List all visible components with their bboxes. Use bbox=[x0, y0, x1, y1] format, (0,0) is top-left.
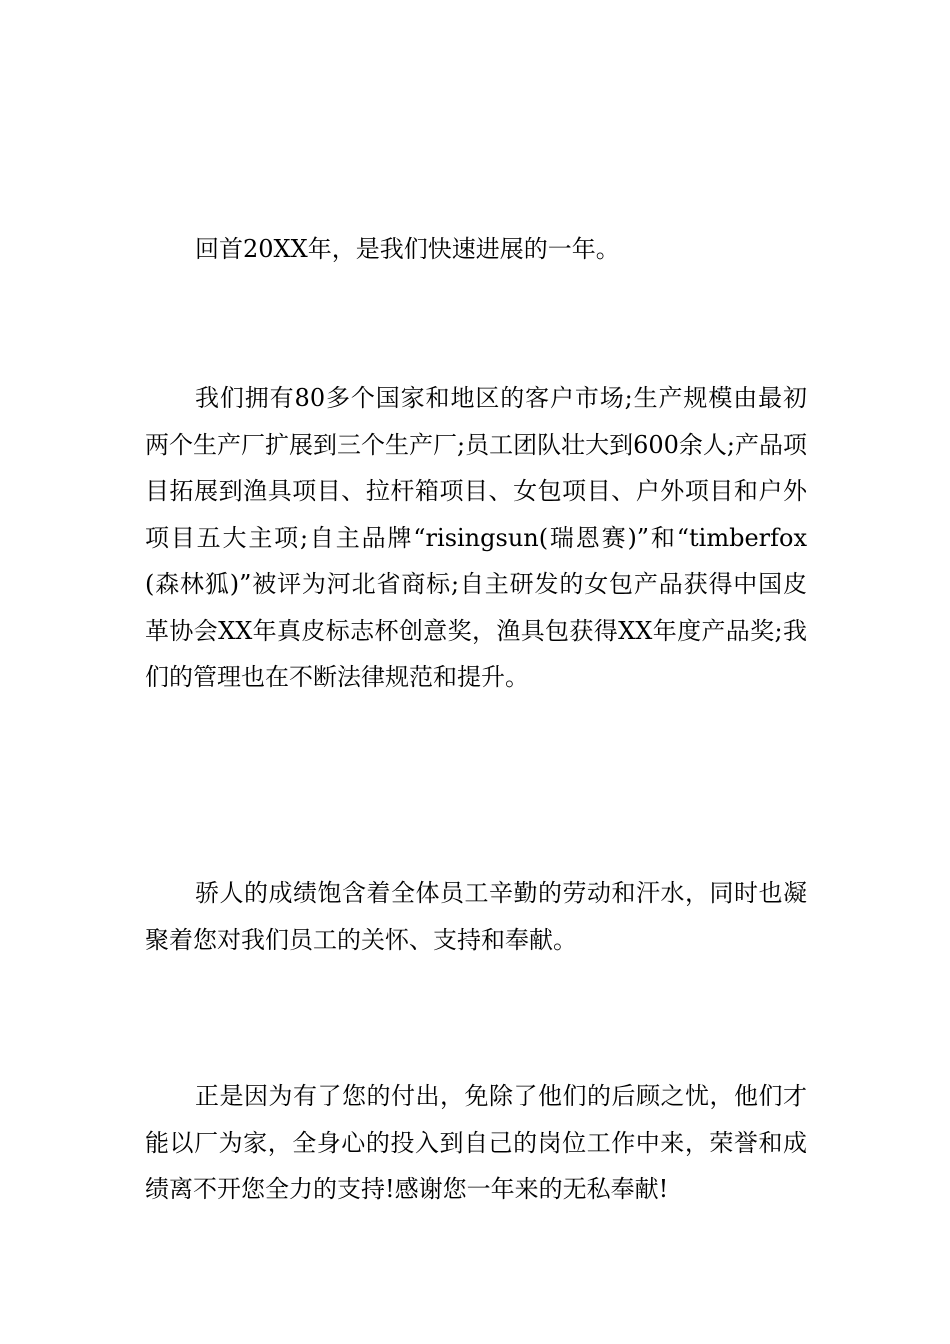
paragraph-effort: 骄人的成绩饱含着全体员工辛勤的劳动和汗水，同时也凝聚着您对我们员工的关怀、支持和奉献。 bbox=[145, 879, 807, 954]
paragraph-thanks: 正是因为有了您的付出，免除了他们的后顾之忧，他们才能以厂为家，全身心的投入到自己的岗位工作中来，荣誉和成绩离不开您全力的支持!感谢您一年来的无私奉献! bbox=[145, 1082, 807, 1203]
paragraph-review: 回首20XX年，是我们快速进展的一年。 bbox=[195, 235, 620, 263]
paragraph-achievements: 我们拥有80多个国家和地区的客户市场;生产规模由最初两个生产厂扩展到三个生产厂;员工团队壮大到600余人;产品项目拓展到渔具项目、拉杆箱项目、女包项目、户外项目和户外项目五大主项;自主品牌“risingsun(瑞恩赛)”和“timberfox(森林狐)”被评为河北省商标;自主研发的女包产品获得中国皮革协会XX年真皮标志杯创意奖，渔具包获得XX年度产品奖;我们的管理也在不断法律规范和提升。 bbox=[145, 384, 807, 691]
